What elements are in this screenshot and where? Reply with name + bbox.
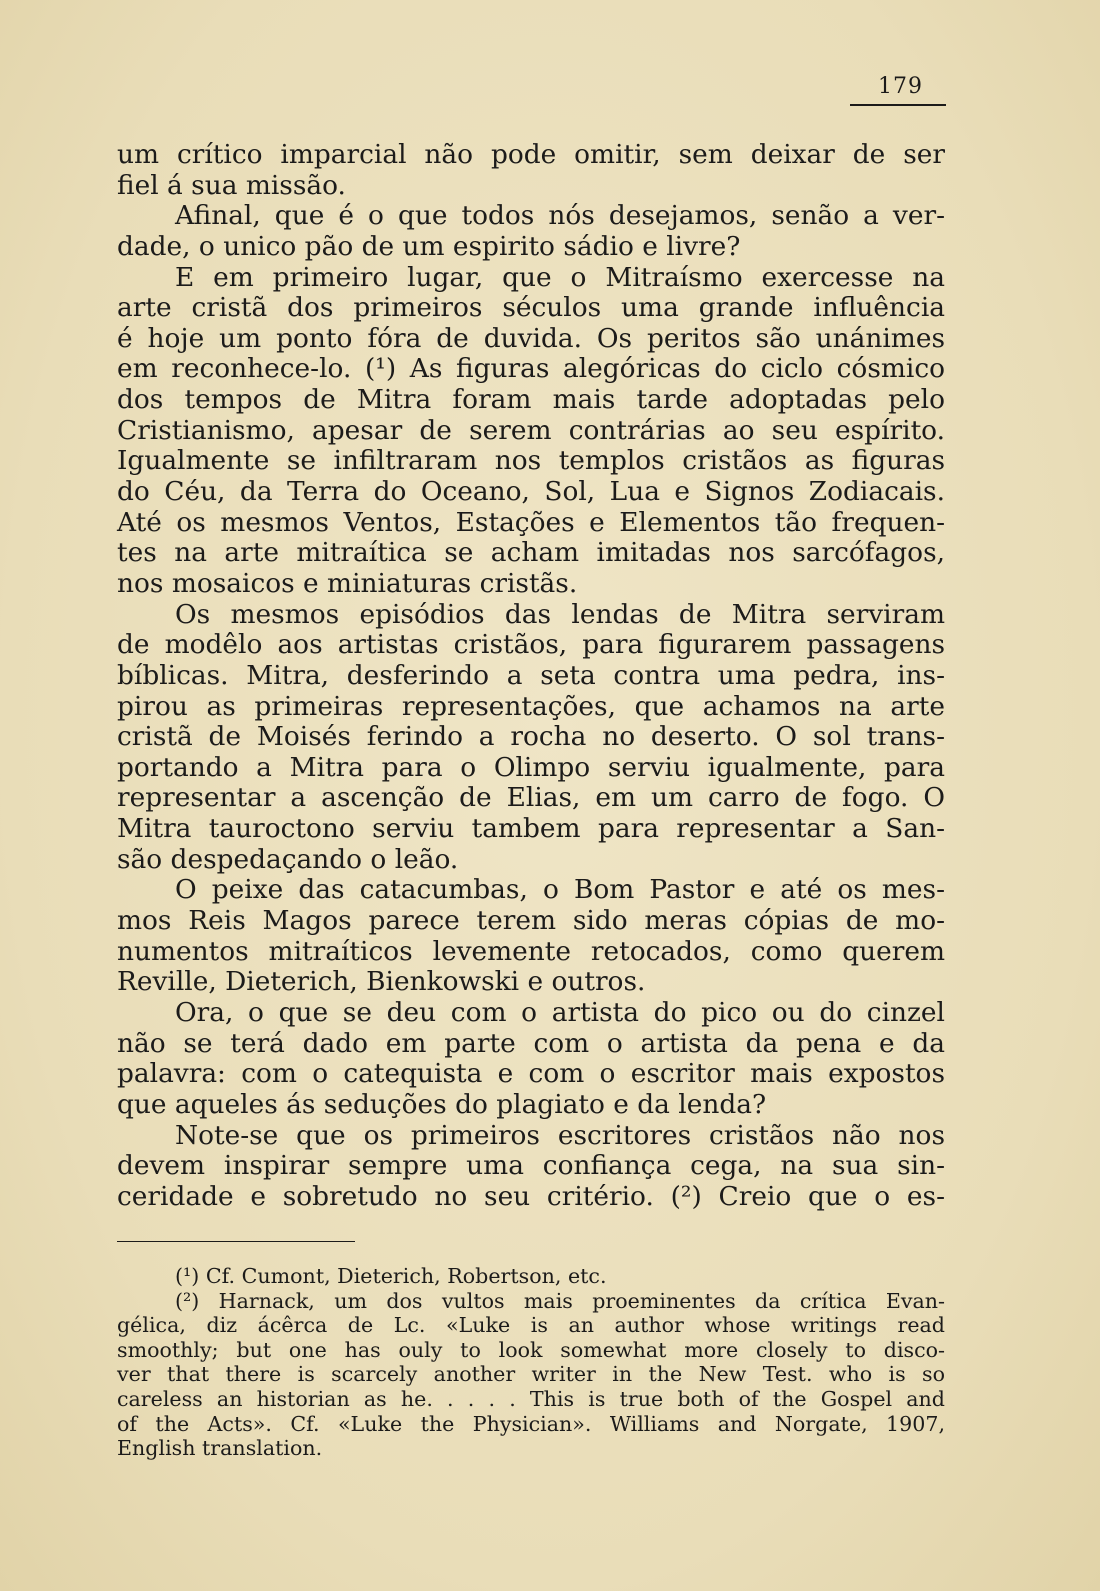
body-line: representar a ascenção de Elias, em um carro de fogo. O (117, 782, 945, 814)
body-line: Mitra tauroctono serviu tambem para representar a San- (117, 813, 945, 845)
body-line: em reconhece-lo. (¹) As figuras alegóricas do ciclo cósmico (117, 353, 945, 385)
body-line: O peixe das catacumbas, o Bom Pastor e até os mes- (175, 874, 945, 906)
body-line: nos mosaicos e miniaturas cristãs. (117, 567, 578, 599)
footnote-line: gélica, diz ácêrca de Lc. «Luke is an author whose writings read (117, 1313, 945, 1338)
body-line: Os mesmos episódios das lendas de Mitra serviram (175, 598, 945, 630)
body-line: pirou as primeiras representações, que achamos na arte (117, 690, 945, 722)
page-number: 179 (878, 74, 923, 99)
footnote-line: ver that there is scarcely another writer in the New Test. who is so (117, 1362, 945, 1387)
body-line: palavra: com o catequista e com o escritor mais expostos (117, 1058, 945, 1090)
body-line: E em primeiro lugar, que o Mitraísmo exercesse na (175, 261, 945, 293)
body-line: um crítico imparcial não pode omitir, sem deixar de ser (117, 139, 945, 170)
footnote-line: smoothly; but one has ouly to look somewhat more closely to disco- (117, 1337, 945, 1362)
body-line: dos tempos de Mitra foram mais tarde adoptadas pelo (117, 384, 945, 416)
body-line: arte cristã dos primeiros séculos uma grande influência (117, 292, 945, 324)
body-line: Reville, Dieterich, Bienkowski e outros. (117, 966, 646, 998)
body-line: do Céu, da Terra do Oceano, Sol, Lua e Signos Zodiacais. (117, 476, 945, 508)
body-line: devem inspirar sempre uma confiança cega, na sua sin- (117, 1150, 945, 1182)
footnote-line: of the Acts». Cf. «Luke the Physician». Williams and Norgate, 1907, (117, 1411, 945, 1436)
body-line: são despedaçando o leão. (117, 843, 459, 875)
footnote-line: (¹) Cf. Cumont, Dieterich, Robertson, etc. (175, 1264, 607, 1288)
body-line: dade, o unico pão de um espirito sádio e livre? (117, 230, 741, 262)
body-line: Igualmente se infiltraram nos templos cristãos as figuras (117, 445, 945, 477)
body-line: tes na arte mitraítica se acham imitadas nos sarcófagos, (117, 537, 945, 569)
body-line: é hoje um ponto fóra de duvida. Os peritos são unánimes (117, 322, 945, 354)
body-line: Ora, o que se deu com o artista do pico ou do cinzel (175, 996, 945, 1028)
body-line: bíblicas. Mitra, desferindo a seta contra uma pedra, ins- (117, 659, 945, 691)
body-line: Cristianismo, apesar de serem contrárias ao seu espírito. (117, 414, 945, 446)
body-line: de modêlo aos artistas cristãos, para figurarem passagens (117, 629, 945, 661)
footnote-line: careless an historian as he. . . . . This is true both of the Gospel and (117, 1386, 945, 1411)
footnote-rule (117, 1241, 355, 1242)
body-line: mos Reis Magos parece terem sido meras cópias de mo- (117, 905, 945, 937)
body-line: portando a Mitra para o Olimpo serviu igualmente, para (117, 751, 945, 783)
body-line: Afinal, que é o que todos nós desejamos, senão a ver- (175, 200, 945, 232)
body-text (117, 140, 945, 1212)
body-line: fiel á sua missão. (117, 169, 346, 201)
body-line: Note-se que os primeiros escritores cristãos não nos (175, 1119, 945, 1151)
body-line: numentos mitraíticos levemente retocados, como querem (117, 935, 945, 967)
body-line: cristã de Moisés ferindo a rocha no deserto. O sol trans- (117, 721, 945, 753)
footnotes (117, 1264, 945, 1461)
body-line: ceridade e sobretudo no seu critério. (²) Creio que o es- (117, 1180, 945, 1212)
body-line: que aqueles ás seduções do plagiato e da lenda? (117, 1088, 767, 1120)
body-line: Até os mesmos Ventos, Estações e Elementos tão frequen- (117, 506, 945, 538)
footnote-line: English translation. (117, 1436, 323, 1461)
footnote-line: (²) Harnack, um dos vultos mais proeminentes da crítica Evan- (175, 1288, 945, 1313)
body-line: não se terá dado em parte com o artista da pena e da (117, 1027, 945, 1059)
header-rule (850, 104, 946, 106)
